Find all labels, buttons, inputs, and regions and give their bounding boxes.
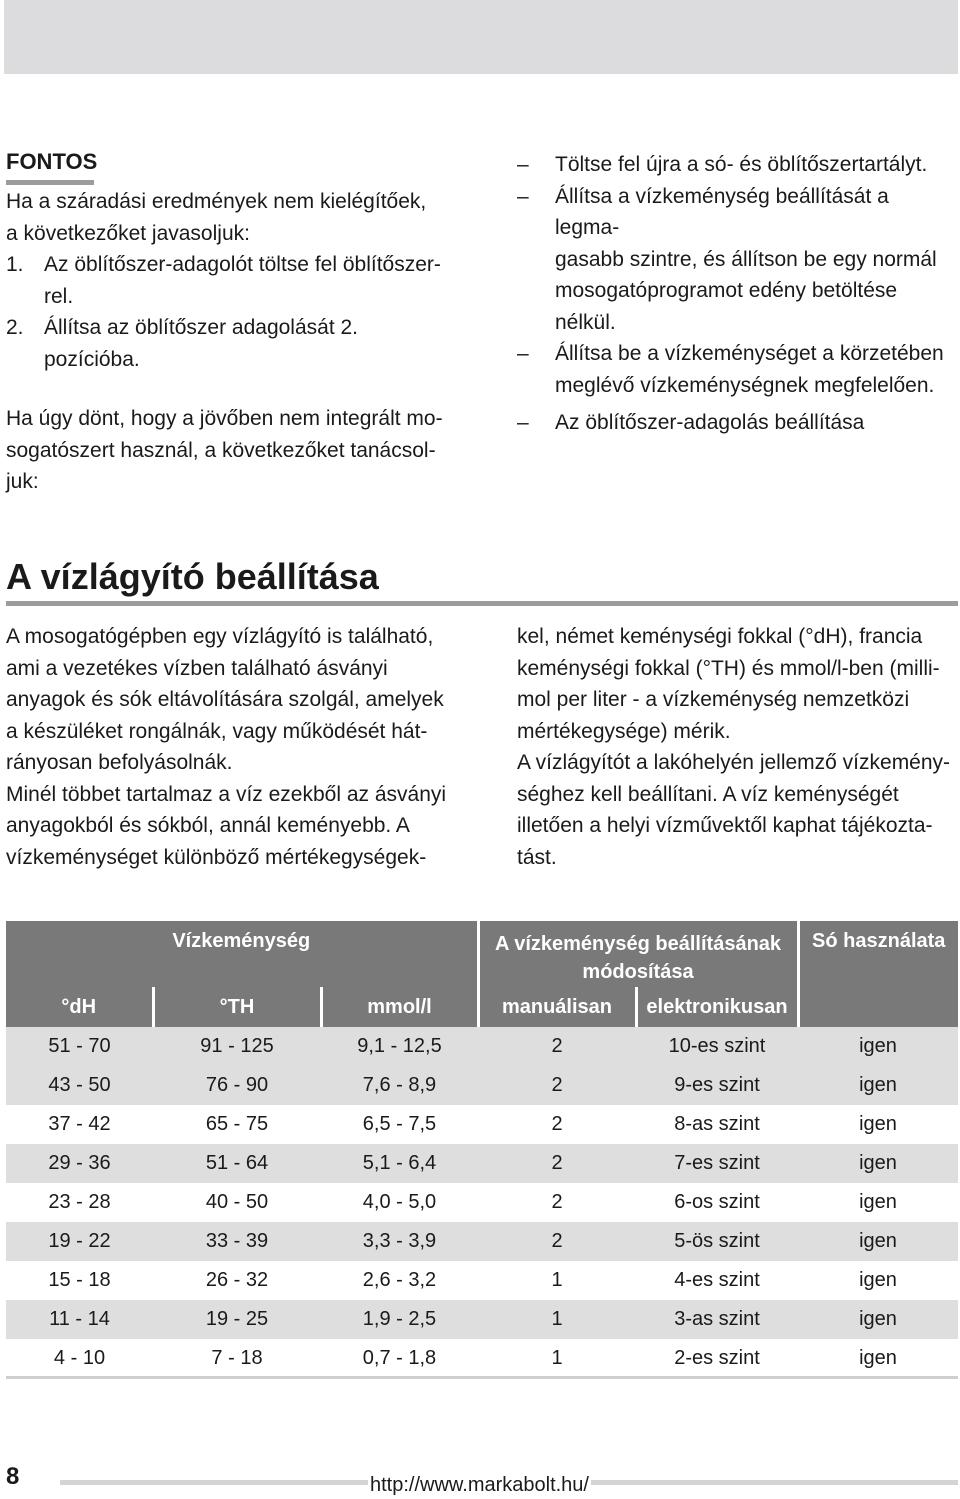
cell-th: 26 - 32 [153,1261,321,1300]
footer-url-link[interactable]: http://www.markabolt.hu/ [370,1474,589,1496]
header-setting-line: módosítása [582,961,694,983]
cell-manual: 2 [478,1222,636,1261]
cell-salt: igen [798,1066,958,1105]
note-line: sogatószert használ, a következőket tanácsol- [6,438,436,462]
fontos-step [6,249,451,312]
advice-list-container [517,149,957,439]
fontos-intro-line: Ha a száradási eredmények nem kielégítőek, [6,190,427,213]
section-line: anyagokból és sókból, annál keményebb. A [6,814,410,837]
table-row [6,1066,958,1105]
water-hardness-table [6,921,958,1378]
note-line: juk: [6,470,39,493]
cell-th: 51 - 64 [153,1144,321,1183]
cell-th: 40 - 50 [153,1183,321,1222]
cell-salt: igen [798,1222,958,1261]
section-line: illetően a helyi vízművektől kaphat tájékozta- [517,814,933,837]
cell-electronic: 5-ös szint [636,1222,798,1261]
advice-line: Az öblítőszer-adagolás beállítása [555,411,865,434]
section-title: A vízlágyító beállítása [6,556,379,597]
fontos-underline [6,180,94,185]
cell-dh: 4 - 10 [6,1339,153,1378]
header-dh: °dH [6,987,153,1027]
section-line: rányosan befolyásolnák. [6,751,233,774]
cell-dh: 23 - 28 [6,1183,153,1222]
cell-mmol: 2,6 - 3,2 [321,1261,478,1300]
cell-manual: 2 [478,1144,636,1183]
table-row [6,1339,958,1378]
table-group-header-row [6,921,958,987]
section-line: Minél többet tartalmaz a víz ezekből az ásványi [6,782,447,806]
dash-bullet: – [517,342,529,365]
cell-mmol: 6,5 - 7,5 [321,1105,478,1144]
cell-dh: 29 - 36 [6,1144,153,1183]
cell-electronic: 9-es szint [636,1066,798,1105]
step-number: 2. [6,316,24,339]
advice-line: Állítsa be a vízkeménységet a körzetében [555,342,944,365]
cell-dh: 15 - 18 [6,1261,153,1300]
advice-line: Állítsa a vízkeménység beállítását a legma- [555,184,889,239]
cell-manual: 1 [478,1261,636,1300]
dash-bullet: – [517,153,529,176]
advice-item [517,181,957,339]
cell-electronic: 10-es szint [636,1027,798,1066]
cell-salt: igen [798,1339,958,1378]
cell-dh: 11 - 14 [6,1300,153,1339]
cell-salt: igen [798,1300,958,1339]
cell-manual: 2 [478,1027,636,1066]
fontos-body [6,186,451,375]
step-line: Az öblítőszer-adagolót töltse fel öblítőszer- [44,253,441,276]
fontos-note [6,403,451,498]
top-banner [4,0,958,74]
cell-dh: 19 - 22 [6,1222,153,1261]
page-number: 8 [6,1463,20,1490]
table-row [6,1300,958,1339]
cell-dh: 37 - 42 [6,1105,153,1144]
fontos-title: FONTOS [6,149,98,174]
section-line: A mosogatógépben egy vízlágyító is található, [6,625,434,648]
header-mmol: mmol/l [321,987,478,1027]
advice-line: mosogatóprogramot edény betöltése nélkül. [555,279,898,334]
advice-line: gasabb szintre, és állítson be egy normál [555,247,937,271]
table-bottom-rule [6,1376,958,1379]
section-line: A vízlágyítót a lakóhelyén jellemző vízkemény- [517,751,951,774]
dash-bullet: – [517,184,529,208]
advice-item [517,338,957,401]
cell-mmol: 0,7 - 1,8 [321,1339,478,1378]
header-th: °TH [153,987,321,1027]
cell-electronic: 6-os szint [636,1183,798,1222]
cell-th: 65 - 75 [153,1105,321,1144]
cell-mmol: 1,9 - 2,5 [321,1300,478,1339]
cell-th: 91 - 125 [153,1027,321,1066]
fontos-step [6,312,451,375]
section-right-column [517,621,957,873]
cell-manual: 2 [478,1066,636,1105]
cell-electronic: 7-es szint [636,1144,798,1183]
cell-mmol: 7,6 - 8,9 [321,1066,478,1105]
advice-line: Töltse fel újra a só- és öblítőszertartályt. [555,153,928,176]
cell-mmol: 4,0 - 5,0 [321,1183,478,1222]
cell-salt: igen [798,1183,958,1222]
section-underline [6,601,958,606]
section-line: keménységi fokkal (°TH) és mmol/l-ben (milli- [517,656,940,680]
cell-dh: 43 - 50 [6,1066,153,1105]
cell-salt: igen [798,1027,958,1066]
cell-salt: igen [798,1144,958,1183]
table-row [6,1183,958,1222]
header-setting-group [478,921,798,987]
header-setting-line: A vízkeménység beállításának [494,933,782,955]
table-row [6,1105,958,1144]
cell-manual: 2 [478,1105,636,1144]
advice-item [517,407,957,439]
section-line: séghez kell beállítani. A víz keménységét [517,782,899,806]
header-electronic: elektronikusan [636,987,798,1027]
cell-mmol: 9,1 - 12,5 [321,1027,478,1066]
cell-electronic: 2-es szint [636,1339,798,1378]
cell-electronic: 8-as szint [636,1105,798,1144]
cell-electronic: 3-as szint [636,1300,798,1339]
cell-dh: 51 - 70 [6,1027,153,1066]
table-row [6,1027,958,1066]
advice-list [517,149,957,439]
advice-line: meglévő vízkeménységnek megfelelően. [555,373,935,397]
advice-item [517,149,957,181]
section-left-column [6,621,456,873]
cell-th: 7 - 18 [153,1339,321,1378]
section-line: tást. [517,845,557,869]
table-row [6,1261,958,1300]
cell-th: 33 - 39 [153,1222,321,1261]
cell-th: 76 - 90 [153,1066,321,1105]
header-hardness-group: Vízkeménység [6,921,478,987]
section-line: mértékegysége) mérik. [517,719,731,743]
cell-mmol: 3,3 - 3,9 [321,1222,478,1261]
table-row [6,1144,958,1183]
section-line: a készüléket rongálnák, vagy működését hát- [6,719,428,743]
step-number: 1. [6,253,24,276]
cell-manual: 1 [478,1300,636,1339]
cell-manual: 1 [478,1339,636,1378]
section-line: mol per liter - a vízkeménység nemzetközi [517,688,910,711]
cell-mmol: 5,1 - 6,4 [321,1144,478,1183]
table-row [6,1222,958,1261]
header-manual: manuálisan [478,987,636,1027]
cell-salt: igen [798,1105,958,1144]
section-line: kel, német keménységi fokkal (°dH), francia [517,625,923,648]
step-line: rel. [44,284,74,308]
dash-bullet: – [517,411,529,434]
header-salt: Só használata [798,921,958,1027]
fontos-intro-line: a következőket javasoljuk: [6,221,250,245]
section-line: vízkeménységet különböző mértékegységek- [6,845,427,869]
section-line: anyagok és sók eltávolítására szolgál, amelyek [6,688,444,711]
fontos-steps [6,249,451,375]
step-line: Állítsa az öblítőszer adagolását 2. [44,316,359,339]
note-line: Ha úgy dönt, hogy a jövőben nem integrált mo- [6,407,443,430]
cell-salt: igen [798,1261,958,1300]
step-line: pozícióba. [44,347,140,371]
section-line: ami a vezetékes vízben található ásványi [6,656,388,680]
cell-electronic: 4-es szint [636,1261,798,1300]
cell-th: 19 - 25 [153,1300,321,1339]
cell-manual: 2 [478,1183,636,1222]
